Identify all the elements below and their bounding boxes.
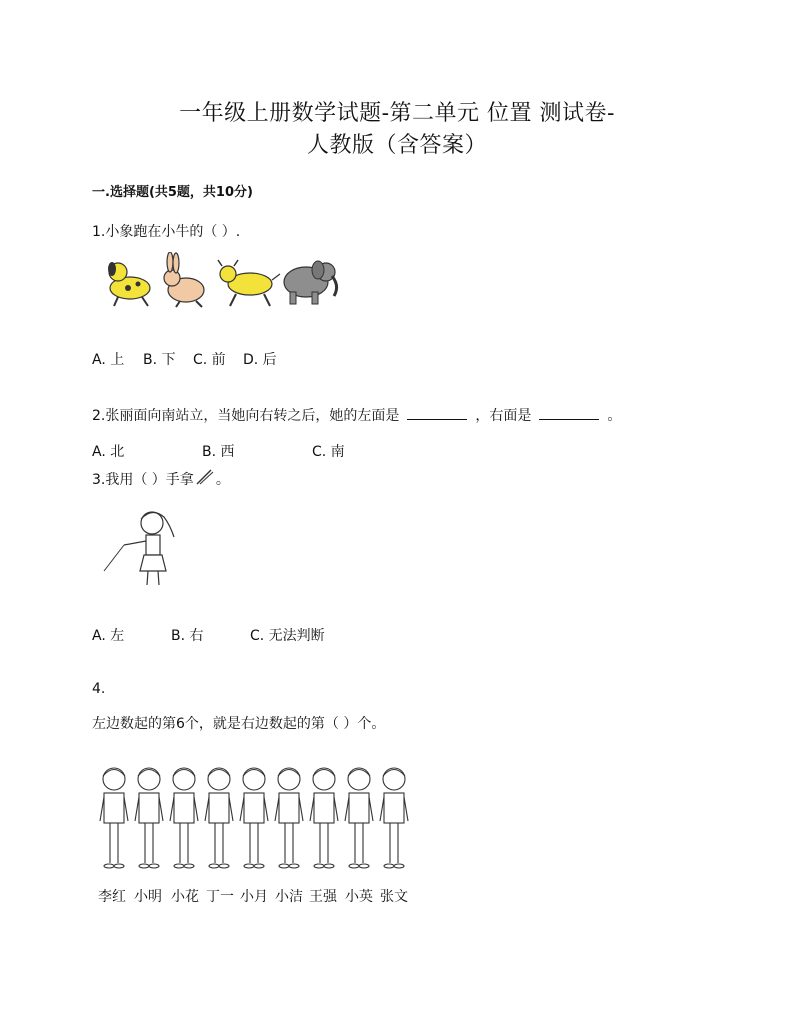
child-name: 小花	[171, 889, 199, 905]
question-1-text: 1.小象跑在小牛的（ ）.	[92, 224, 241, 240]
child-figure	[100, 768, 128, 868]
rabbit-image	[164, 252, 204, 307]
question-3-option-a[interactable]: A. 左	[92, 628, 125, 644]
question-3-option-b[interactable]: B. 右	[171, 628, 204, 644]
cow-image	[218, 260, 280, 306]
question-2-text-b: ，右面是	[475, 408, 532, 424]
question-1-option-a[interactable]: A. 上	[92, 352, 125, 368]
question-2-option-c[interactable]: C. 南	[312, 444, 345, 460]
question-2-option-a[interactable]: A. 北	[92, 444, 125, 460]
question-1-option-d[interactable]: D. 后	[243, 352, 277, 368]
child-figure	[240, 768, 268, 868]
question-3-text-b: 。	[215, 472, 230, 488]
animals-illustration	[100, 252, 340, 312]
girl-illustration	[100, 505, 185, 590]
child-name: 李红	[98, 889, 126, 905]
child-name: 小洁	[275, 889, 303, 905]
children-illustration	[96, 763, 416, 878]
question-4-text: 左边数起的第6个，就是右边数起的第（ ）个。	[92, 716, 386, 732]
elephant-image	[284, 261, 337, 304]
child-figure	[205, 768, 233, 868]
question-2-text	[92, 405, 621, 425]
answer-blank-1[interactable]	[407, 407, 467, 420]
question-3-text-a: 3.我用（ ）手拿	[92, 472, 194, 488]
title-line-1: 一年级上册数学试题-第二单元 位置 测试卷-	[179, 101, 615, 126]
pen-icon	[194, 468, 216, 486]
title-line-2: 人教版（含答案）	[306, 133, 487, 158]
question-2-option-b[interactable]: B. 西	[202, 444, 235, 460]
child-name: 丁一	[206, 889, 234, 905]
child-figure	[275, 768, 303, 868]
child-name: 小月	[240, 889, 268, 905]
child-name: 小明	[134, 889, 162, 905]
question-3-option-c[interactable]: C. 无法判断	[250, 628, 325, 644]
question-1-option-b[interactable]: B. 下	[143, 352, 176, 368]
child-figure	[380, 768, 408, 868]
child-figure	[170, 768, 198, 868]
question-3-text	[92, 468, 230, 489]
question-1-option-c[interactable]: C. 前	[193, 352, 226, 368]
child-name: 张文	[380, 889, 408, 905]
child-name: 小英	[345, 889, 373, 905]
child-figure	[310, 768, 338, 868]
question-2-text-c: 。	[607, 408, 622, 424]
dog-image	[108, 262, 150, 306]
answer-blank-2[interactable]	[539, 407, 599, 420]
question-4-number: 4.	[92, 681, 106, 697]
child-figure	[135, 768, 163, 868]
question-2-text-a: 2.张丽面向南站立，当她向右转之后，她的左面是	[92, 408, 400, 424]
child-figure	[345, 768, 373, 868]
section-heading: 一.选择题(共5题，共10分)	[92, 185, 253, 200]
child-name: 王强	[309, 889, 337, 905]
